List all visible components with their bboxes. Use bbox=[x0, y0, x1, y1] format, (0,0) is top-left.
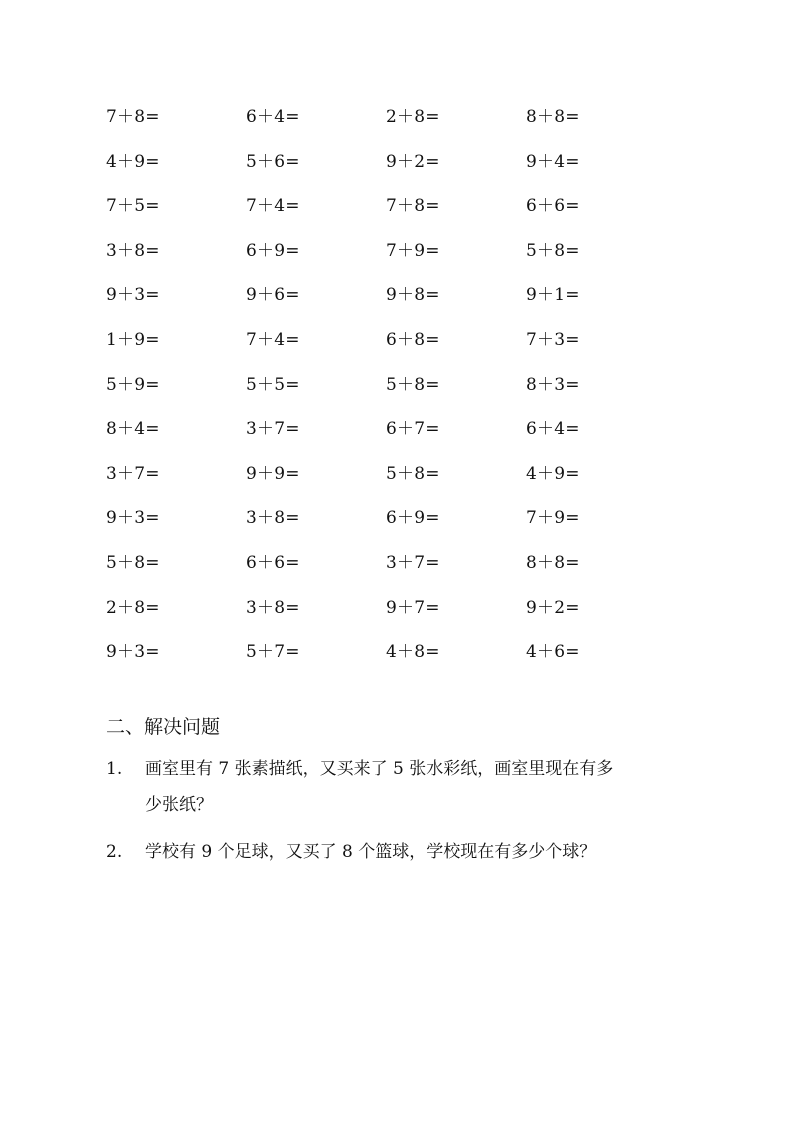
exercise-item: 6＋9= bbox=[386, 508, 440, 529]
exercise-item: 7＋3= bbox=[526, 329, 580, 350]
exercise-item: 5＋8= bbox=[526, 240, 580, 261]
exercise-item: 2＋8= bbox=[106, 597, 160, 618]
exercise-row bbox=[106, 105, 666, 150]
exercise-item: 7＋4= bbox=[246, 196, 300, 217]
section-title: 二、解决问题 bbox=[106, 716, 221, 738]
exercise-item: 5＋7= bbox=[246, 642, 300, 663]
exercise-row bbox=[106, 462, 666, 507]
problem-number: 1. bbox=[106, 759, 123, 779]
exercise-item: 9＋4= bbox=[526, 151, 580, 172]
exercise-item: 3＋8= bbox=[246, 508, 300, 529]
problem-number: 2. bbox=[106, 842, 123, 862]
exercise-item: 4＋9= bbox=[526, 463, 580, 484]
problem-text-line: 学校有 9 个足球，又买了 8 个篮球，学校现在有多少个球？ bbox=[145, 842, 597, 862]
exercise-item: 9＋2= bbox=[526, 597, 580, 618]
exercise-item: 7＋9= bbox=[526, 508, 580, 529]
exercise-row bbox=[106, 551, 666, 596]
exercise-item: 4＋8= bbox=[386, 642, 440, 663]
exercise-row bbox=[106, 596, 666, 641]
exercise-item: 6＋9= bbox=[246, 240, 300, 261]
exercise-row bbox=[106, 328, 666, 373]
exercise-item: 4＋6= bbox=[526, 642, 580, 663]
exercise-item: 6＋6= bbox=[246, 552, 300, 573]
problem-text-continuation: 少张纸？ bbox=[145, 795, 213, 815]
exercise-row bbox=[106, 373, 666, 418]
exercise-item: 9＋6= bbox=[246, 285, 300, 306]
exercise-item: 7＋9= bbox=[386, 240, 440, 261]
exercise-item: 6＋8= bbox=[386, 329, 440, 350]
exercise-item: 5＋8= bbox=[106, 552, 160, 573]
exercise-item: 7＋5= bbox=[106, 196, 160, 217]
problem-text-line: 画室里有 7 张素描纸，又买来了 5 张水彩纸，画室里现在有多 bbox=[145, 759, 614, 779]
exercise-item: 7＋8= bbox=[386, 196, 440, 217]
exercise-row bbox=[106, 417, 666, 462]
exercise-item: 3＋7= bbox=[386, 552, 440, 573]
exercise-item: 6＋4= bbox=[526, 419, 580, 440]
exercise-item: 5＋9= bbox=[106, 374, 160, 395]
exercise-item: 7＋8= bbox=[106, 107, 160, 127]
exercise-item: 9＋9= bbox=[246, 463, 300, 484]
exercise-item: 8＋8= bbox=[526, 107, 580, 127]
exercise-item: 9＋8= bbox=[386, 285, 440, 306]
exercise-item: 3＋8= bbox=[246, 597, 300, 618]
exercise-item: 4＋9= bbox=[106, 151, 160, 172]
exercise-row bbox=[106, 640, 666, 685]
exercise-item: 3＋7= bbox=[246, 419, 300, 440]
exercise-item: 5＋5= bbox=[246, 374, 300, 395]
exercise-row bbox=[106, 239, 666, 284]
exercise-item: 5＋8= bbox=[386, 374, 440, 395]
exercise-item: 5＋8= bbox=[386, 463, 440, 484]
exercise-row bbox=[106, 150, 666, 195]
exercise-item: 9＋3= bbox=[106, 508, 160, 529]
exercise-item: 9＋7= bbox=[386, 597, 440, 618]
exercise-item: 8＋3= bbox=[526, 374, 580, 395]
exercise-row bbox=[106, 506, 666, 551]
exercise-item: 8＋4= bbox=[106, 419, 160, 440]
exercise-item: 7＋4= bbox=[246, 329, 300, 350]
exercise-item: 9＋2= bbox=[386, 151, 440, 172]
exercise-item: 3＋7= bbox=[106, 463, 160, 484]
exercise-item: 6＋6= bbox=[526, 196, 580, 217]
exercise-item: 8＋8= bbox=[526, 552, 580, 573]
exercise-item: 2＋8= bbox=[386, 107, 440, 127]
exercise-grid bbox=[106, 105, 666, 685]
exercise-item: 6＋7= bbox=[386, 419, 440, 440]
exercise-item: 3＋8= bbox=[106, 240, 160, 261]
exercise-item: 9＋3= bbox=[106, 642, 160, 663]
exercise-row bbox=[106, 194, 666, 239]
exercise-item: 5＋6= bbox=[246, 151, 300, 172]
exercise-item: 9＋3= bbox=[106, 285, 160, 306]
exercise-item: 1＋9= bbox=[106, 329, 160, 350]
exercise-item: 9＋1= bbox=[526, 285, 580, 306]
exercise-row bbox=[106, 283, 666, 328]
exercise-item: 6＋4= bbox=[246, 107, 300, 127]
